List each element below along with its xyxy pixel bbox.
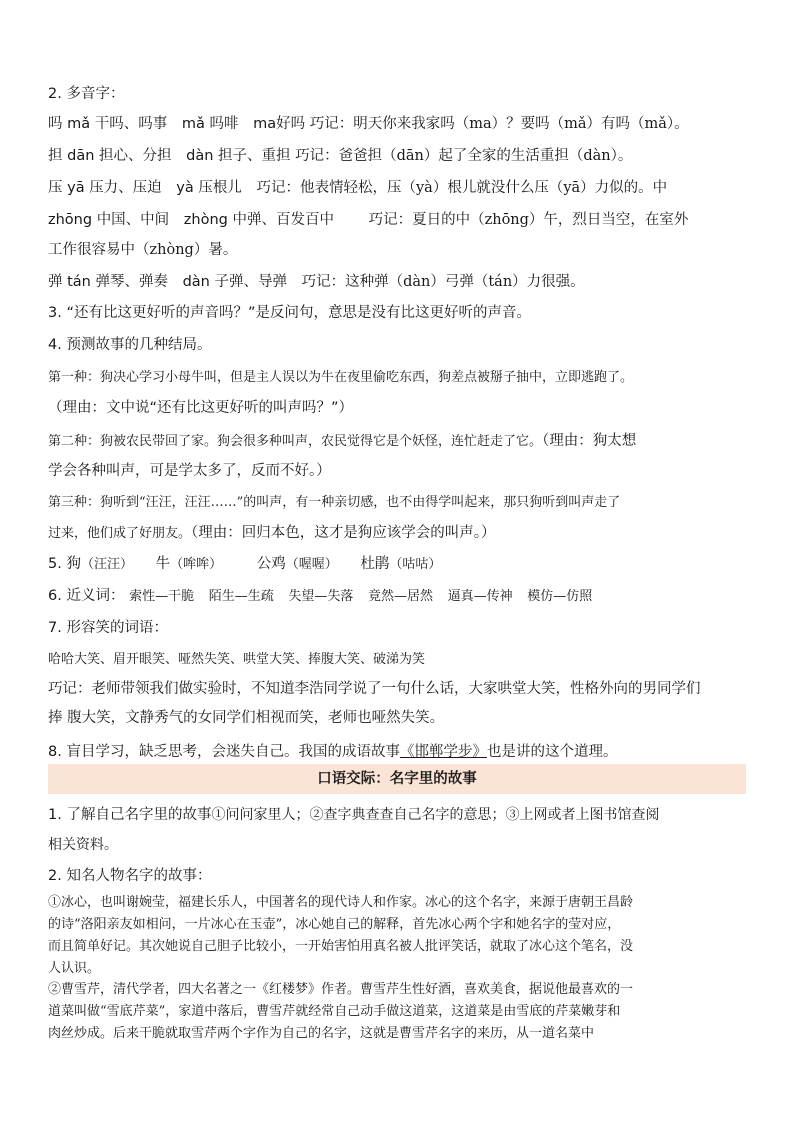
tip-text: 明天你来我家吗（ma）？要吗（mǎ）有吗（mǎ）。 [353, 116, 689, 132]
words: 中弹、百发百中 [232, 212, 334, 228]
section-heading-polyphones: 2. 多音字： [48, 86, 125, 102]
pinyin: dàn [186, 148, 214, 164]
bingxin-paragraph-line: 而且简单好记。其次她说自己胆子比较小，一开始害怕用真名被人批评笑话，就取了冰心这个笔名，没 [48, 939, 634, 954]
ending-1: 第一种：狗决心学习小母牛叫，但是主人误以为牛在夜里偷吃东西，狗差点被掰子抽中，立即逃跑了。 [48, 370, 634, 385]
ending-2-reason: 学会各种叫声，可是学太多了，反而不好。） [48, 463, 331, 479]
pinyin: ma [253, 116, 277, 132]
oral-item-1: 1. 了解自己名字里的故事①问问家里人；②查字典查查自己名字的意思；③上网或者上图书馆查阅 [48, 807, 660, 823]
pinyin: mǎ [181, 116, 205, 132]
polyphone-row-dan [48, 144, 632, 165]
pinyin: zhōng [48, 212, 93, 228]
words: 中国、中间 [96, 212, 170, 228]
char: 弹 [48, 274, 63, 290]
tip-text: 夏日的中（zhōng）午，烈日当空，在室外 [412, 212, 689, 228]
item-8: 8. 盲目学习，缺乏思考，会迷失自己。我国的成语故事《邯郸学步》也是讲的这个道理。 [48, 744, 618, 760]
bingxin-paragraph-line: 的诗“洛阳亲友如相问，一片冰心在玉壶”，冰心她自己的解释，首先冰心两个字和她名字的莹对应， [48, 917, 621, 932]
words: 压力、压迫 [89, 180, 162, 196]
words: 干吗、吗事 [94, 116, 168, 132]
words: 压根儿 [198, 180, 242, 196]
char: 压 [48, 180, 63, 196]
section-banner: 口语交际：名字里的故事 [48, 764, 746, 794]
pinyin: mǎ [67, 116, 91, 132]
pinyin: dān [67, 148, 95, 164]
oral-item-1-continued: 相关资料。 [48, 837, 118, 853]
synonym-pair: 逼真—传神 [447, 589, 513, 604]
synonym-pair: 索性—干脆 [129, 589, 195, 604]
words: 好吗 [276, 116, 306, 132]
polyphone-row-ma [48, 112, 689, 133]
pinyin: dàn [182, 274, 210, 290]
tip-continuation: 工作很容易中（zhòng）暑。 [48, 242, 238, 258]
words: 担心、分担 [99, 148, 172, 164]
tip-label: 巧记： [256, 180, 300, 196]
polyphone-row-ya [48, 176, 667, 197]
char: 担 [48, 148, 63, 164]
polyphone-row-zhong [48, 208, 688, 229]
caoxueqin-paragraph-line: ②曹雪芹，清代学者，四大名著之一《红楼梦》作者。曹雪芹生性好酒，喜欢美食，据说他最喜欢的一 [48, 982, 634, 997]
words: 弹琴、弹奏 [95, 274, 168, 290]
caoxueqin-paragraph-line: 肉丝炒成。后来干脆就取雪芹两个字作为自己的名字，这就是曹雪芹名字的来历，从一道名菜中 [48, 1026, 595, 1041]
item-6-synonyms: 6. 近义词： 索性—干脆 陌生—生疏 失望—失落 竟然—居然 逼真—传神 模仿—仿照 [48, 588, 593, 604]
idiom-story-title: 《邯郸学步》 [399, 744, 487, 760]
words: 子弹、导弹 [214, 274, 287, 290]
item-7-heading: 7. 形容笑的词语： [48, 620, 168, 636]
ending-1-reason: （理由：文中说“还有比这更好听的叫声吗？”） [48, 400, 354, 416]
synonym-pair: 陌生—生疏 [208, 589, 274, 604]
char: 吗 [48, 116, 63, 132]
tip-text: 他表情轻松，压（yà）根儿就没什么压（yā）力似的。中 [299, 180, 668, 196]
words: 吗啡 [209, 116, 239, 132]
item-4-heading: 4. 预测故事的几种结局。 [48, 337, 212, 353]
laugh-tip-line-2: 捧 腹大笑，文静秀气的女同学们相视而笑，老师也哑然失笑。 [48, 710, 445, 726]
bingxin-paragraph-line: 人认识。 [48, 961, 101, 976]
pinyin: yā [67, 180, 85, 196]
ending-2: 第二种：狗被农民带回了家。狗会很多种叫声，农民觉得它是个妖怪，连忙赶走了它。（理由：狗太想 [48, 433, 637, 449]
synonym-pair: 失望—失落 [288, 589, 354, 604]
pinyin: zhòng [183, 212, 228, 228]
laugh-tip-line-1: 巧记：老师带领我们做实验时，不知道李浩同学说了一句什么话，大家哄堂大笑，性格外向的男同学们 [48, 681, 701, 697]
tip-label: 巧记： [301, 274, 346, 290]
item-3-rhetorical: 3. “还有比这更好听的声音吗？”是反问句，意思是没有比这更好听的声音。 [48, 305, 531, 321]
caoxueqin-paragraph-line: 道菜叫做“雪底芹菜”，家道中落后，曹雪芹就经常自己动手做这道菜，这道菜是由雪底的芹菜嫩芽和 [48, 1004, 621, 1019]
tip-label: 巧记： [368, 212, 413, 228]
laugh-words: 哈哈大笑、眉开眼笑、哑然失笑、哄堂大笑、捧腹大笑、破涕为笑 [48, 652, 426, 667]
oral-item-2-heading: 2. 知名人物名字的故事： [48, 868, 212, 884]
tip-label: 巧记： [309, 116, 354, 132]
bingxin-paragraph-line: ①冰心，也叫谢婉莹，福建长乐人，中国著名的现代诗人和作家。冰心的这个名字，来源于唐朝王昌龄 [48, 895, 634, 910]
ending-3: 第三种：狗听到“汪汪，汪汪……”的叫声，有一种亲切感，也不由得学叫起来，那只狗听到叫声走了 [48, 495, 621, 510]
tip-label: 巧记： [295, 148, 339, 164]
pinyin: yà [176, 180, 194, 196]
tip-text: 爸爸担（dān）起了全家的生活重担（dàn）。 [338, 148, 633, 164]
synonym-pair: 模仿—仿照 [527, 589, 593, 604]
polyphone-row-tan [48, 270, 585, 291]
item-5-animal-sounds: 5. 狗（汪汪） 牛（哞哞） 公鸡（喔喔） 杜鹃（咕咕） [48, 556, 442, 572]
ending-3-reason: 过来，他们成了好朋友。（理由：回归本色，这才是狗应该学会的叫声。） [48, 525, 496, 541]
pinyin: tán [67, 274, 91, 290]
tip-text: 这种弹（dàn）弓弹（tán）力很强。 [345, 274, 585, 290]
words: 担子、重担 [218, 148, 291, 164]
synonym-pair: 竟然—居然 [367, 589, 433, 604]
